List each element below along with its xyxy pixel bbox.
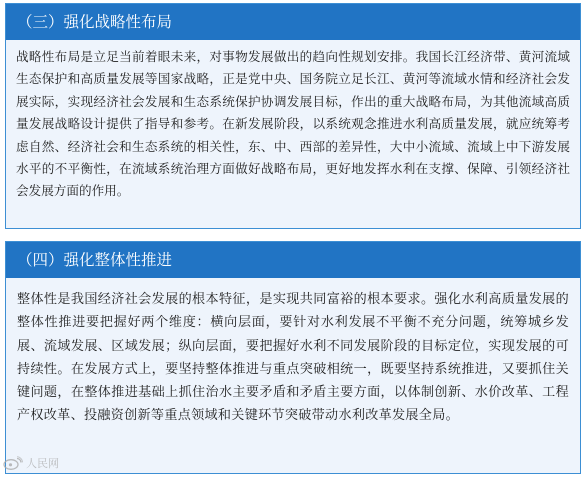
section-title: （三）强化战略性布局 (6, 4, 580, 40)
section-body-text: 整体性是我国经济社会发展的根本特征，是实现共同富裕的根本要求。强化水利高质量发展的整体性推进要把握好两个维度：横向层面，要针对水利发展不平衡不充分问题，统筹城乡发展、流域发展、区域发展；纵向层面，要把握好水利不同发展阶段的目标定位，实现发展的可持续性。在发展方式上，要坚持整体推进与重点突破相统一，既要坚持系统推进，又要抓住关键问题，在整体推进基础上抓住治水主要矛盾和矛盾主要方面，以体制创新、水价改革、工程产权改革、投融资创新等重点领域和关键环节突破带动水利改革发展全局。 (17, 292, 569, 424)
source-watermark (3, 455, 59, 471)
watermark-text: 人民网 (26, 457, 59, 470)
section-title: （四）强化整体性推进 (6, 242, 580, 278)
section-body-text: 战略性布局是立足当前着眼未来，对事物发展做出的趋向性规划安排。我国长江经济带、黄河流域生态保护和高质量发展等国家战略，正是党中央、国务院立足长江、黄河等流域水情和经济社会发展实际，实现经济社会发展和生态系统保护协调发展目标，作出的重大战略布局，为其他流域高质量发展战略设计提供了指导和参考。在新发展阶段，以系统观念推进水利高质量发展，就应统筹考虑自然、经济社会和生态系统的相关性，东、中、西部的差异性，大中小流域、流域上中下游发展水平的不平衡性，在流域系统治理方面做好战略布局，更好地发挥水利在支撑、保障、引领经济社会发展方面的作用。 (16, 49, 570, 199)
section-strategic-layout (5, 3, 581, 229)
weibo-logo-icon (3, 456, 23, 470)
section-holistic-advancement (5, 241, 581, 474)
